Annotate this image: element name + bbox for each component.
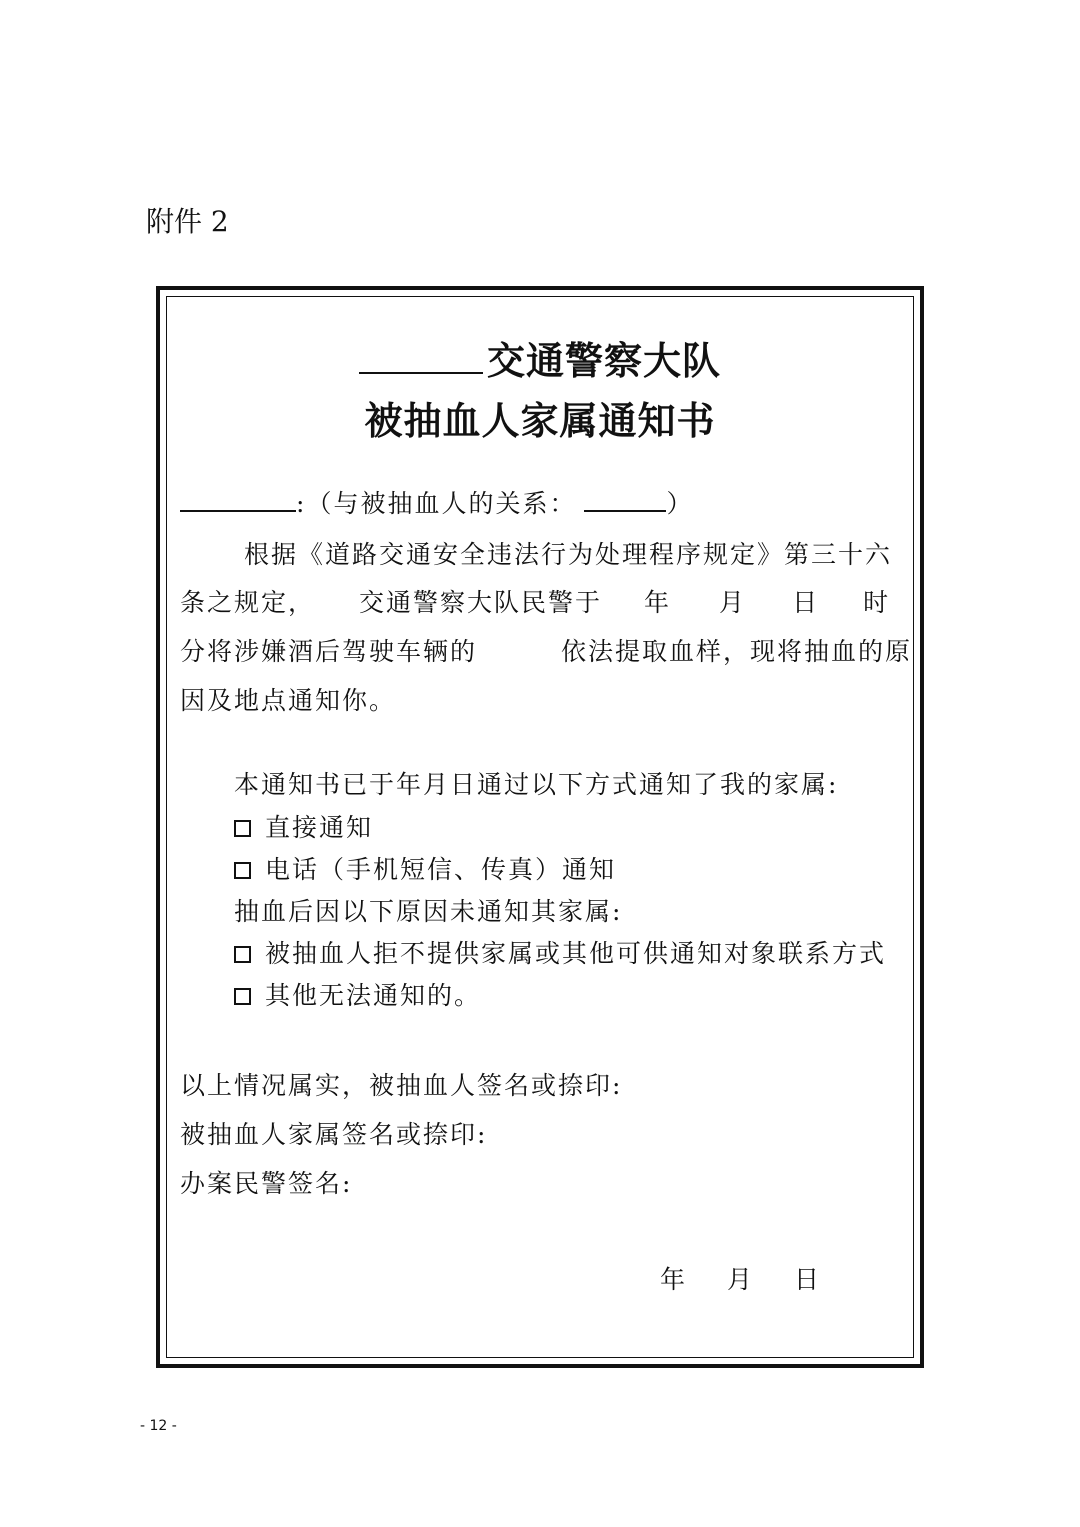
signature-officer: 办案民警签名:	[180, 1169, 353, 1198]
checkbox-other[interactable]	[234, 988, 251, 1005]
title-brigade-text: 交通警察大队	[486, 338, 721, 383]
reason-other-label: 其他无法通知的。	[265, 981, 482, 1010]
para1-hour: 时	[863, 588, 891, 617]
para1-month: 月	[719, 588, 747, 617]
para1-line1: 根据《道路交通安全违法行为处理程序规定》第三十六	[244, 540, 893, 569]
relation-label: （与被抽血人的关系：	[306, 489, 577, 518]
option-phone	[234, 850, 616, 886]
brigade-name-blank[interactable]	[359, 342, 483, 374]
option-direct	[234, 808, 373, 844]
title-line-1	[0, 330, 1080, 385]
para1-l3-b: 依法提取血样，现将抽血的原	[561, 637, 913, 666]
reason-intro: 抽血后因以下原因未通知其家属:	[234, 897, 623, 926]
reason-other	[234, 976, 481, 1012]
date-month: 月	[727, 1265, 755, 1294]
para1-line3	[180, 632, 912, 668]
date-row	[660, 1260, 821, 1296]
notify-intro: 本通知书已于年月日通过以下方式通知了我的家属:	[234, 770, 839, 799]
addressee-line	[180, 484, 693, 520]
para1-l2-b: 交通警察大队民警于	[359, 588, 603, 617]
reason-refused-label: 被抽血人拒不提供家属或其他可供通知对象联系方式	[265, 939, 887, 968]
option-direct-label: 直接通知	[265, 813, 374, 842]
para1-l2-a: 条之规定，	[180, 588, 316, 617]
option-phone-label: 电话（手机短信、传真）通知	[265, 855, 617, 884]
para1-line2	[180, 583, 890, 619]
date-year: 年	[660, 1265, 688, 1294]
signature-family: 被抽血人家属签名或捺印:	[180, 1120, 488, 1149]
title-line-2: 被抽血人家属通知书	[364, 398, 716, 443]
attachment-label: 附件 2	[146, 205, 229, 238]
addressee-colon: :	[296, 489, 307, 518]
page-number: - 12 -	[140, 1418, 177, 1434]
signature-person: 以上情况属实，被抽血人签名或捺印:	[180, 1071, 623, 1100]
para1-day: 日	[792, 588, 820, 617]
checkbox-phone[interactable]	[234, 862, 251, 879]
relation-blank[interactable]	[584, 488, 666, 512]
para1-l3-a: 分将涉嫌酒后驾驶车辆的	[180, 637, 478, 666]
relation-close: ）	[666, 489, 694, 518]
para1-line4: 因及地点通知你。	[180, 686, 397, 715]
checkbox-direct[interactable]	[234, 820, 251, 837]
checkbox-refused[interactable]	[234, 946, 251, 963]
addressee-blank[interactable]	[180, 488, 296, 512]
para1-year: 年	[644, 588, 672, 617]
reason-refused	[234, 934, 886, 970]
date-day: 日	[794, 1265, 822, 1294]
